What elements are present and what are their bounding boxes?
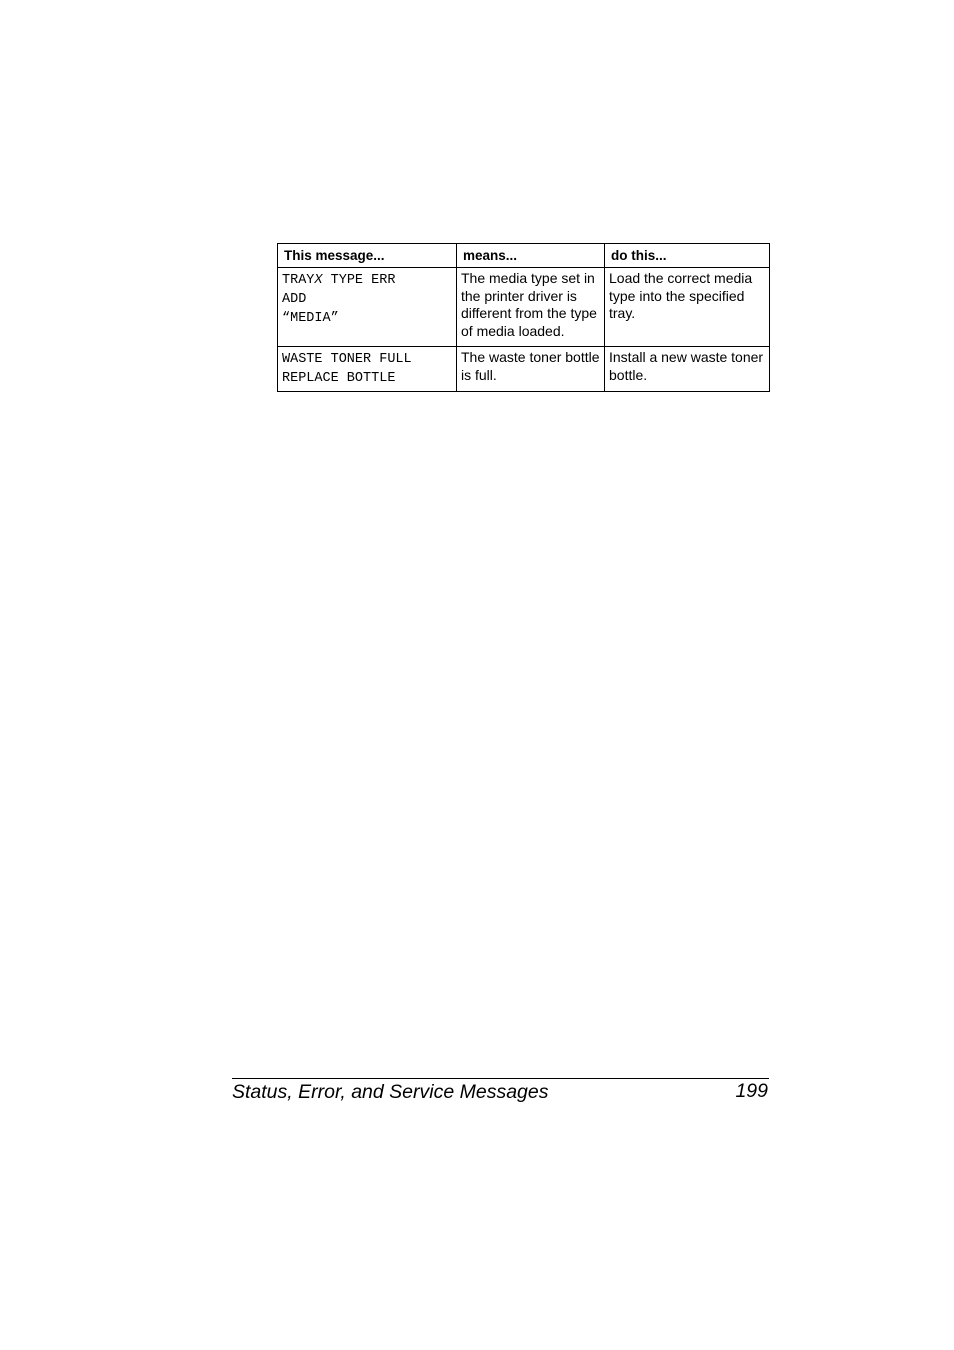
action-cell: Load the correct media type into the specified tray. [605, 268, 770, 347]
message-text: REPLACE BOTTLE [282, 371, 396, 387]
message-text: TYPE ERR [322, 273, 396, 288]
action-cell: Install a new waste toner bottle. [605, 346, 770, 391]
messages-table [277, 243, 770, 392]
message-cell [278, 268, 457, 347]
column-header-action: do this... [605, 244, 770, 268]
message-variable: X [314, 273, 323, 288]
footer-section-title: Status, Error, and Service Messages [232, 1081, 549, 1103]
message-cell [278, 346, 457, 391]
footer-divider [232, 1078, 769, 1079]
message-text: ADD [282, 292, 307, 308]
table-row [278, 346, 770, 391]
message-text: WASTE TONER FULL [282, 351, 412, 367]
table-row [278, 268, 770, 347]
table-header-row [278, 244, 770, 268]
column-header-message: This message... [278, 244, 457, 268]
column-header-means: means... [457, 244, 605, 268]
page-number: 199 [735, 1080, 768, 1102]
message-text: TRAY [282, 273, 315, 288]
means-cell: The media type set in the printer driver is different from the type of media loaded. [457, 268, 605, 347]
message-text: “MEDIA” [282, 311, 339, 327]
means-cell: The waste toner bottle is full. [457, 346, 605, 391]
